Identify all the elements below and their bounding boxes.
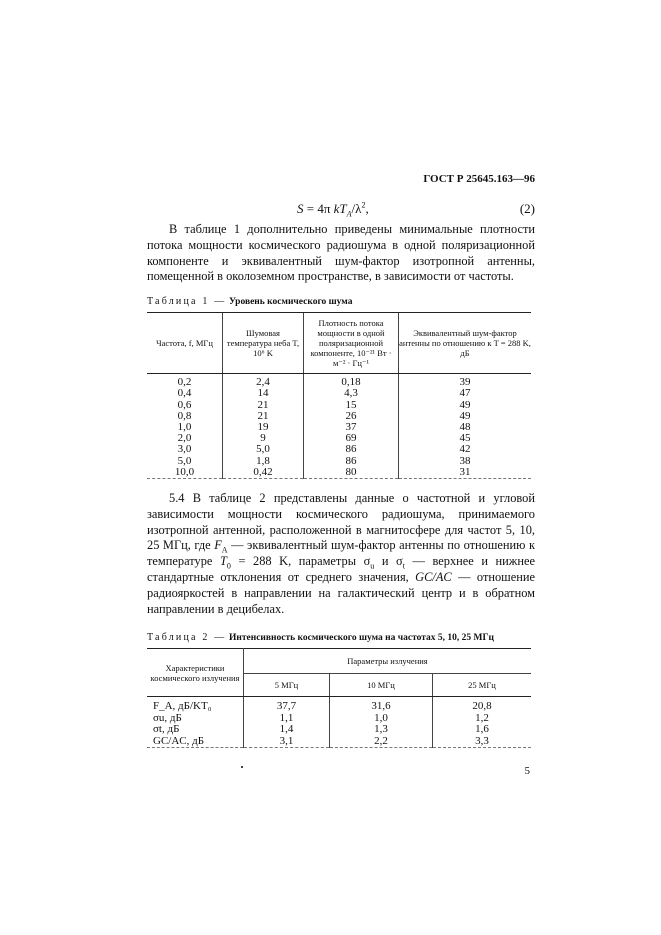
column-header: Параметры излучения [244,649,532,674]
table-cell: 1,1 [244,713,330,725]
table-row [147,388,531,399]
page-number: 5 [524,765,530,778]
table-cell: 2,0 [177,432,192,445]
table-cell: 49 [399,400,532,411]
table-cell: 1,3 [330,724,433,736]
table-cell: 69 [304,433,399,444]
table-cell: 1,0 [177,421,192,433]
scan-speck [241,766,243,768]
table-row [147,456,531,467]
column-header: 25 МГц [433,674,532,697]
table-cell: 86 [304,444,399,455]
table-cell: 1,8 [223,456,304,467]
table-cell: 0,8 [177,409,192,422]
table-cell: 37,7 [244,697,330,713]
table-cell: 37 [304,422,399,433]
table-cell: 49 [399,411,532,422]
table-row [147,697,531,713]
table-cell: 19 [223,422,304,433]
table-cell: 0,2 [177,376,192,389]
table-cell: 45 [399,433,532,444]
table-row [147,411,531,422]
table-header-row [147,313,531,374]
table-cell: 2,2 [330,736,433,748]
table-cell: 86 [304,456,399,467]
table-row [147,467,531,479]
table-row [147,713,531,725]
table-row [147,374,531,389]
paragraph-1: В таблице 1 дополнительно приведены минимальные плотности потока мощности космического радиошума в одной поляризационной компоненте и эквивалентный шум-фактор изотропной антенны, помещенной в околоземном пространстве, в зависимости от частоты. [147,222,535,284]
table-cell: 47 [399,388,532,399]
row-label: F_A, дБ/KT₀ [153,700,212,713]
table-cell: 10,0 [147,467,223,479]
table-cell: 31,6 [330,697,433,713]
table-cell: 1,0 [330,713,433,725]
column-header: 5 МГц [244,674,330,697]
table-row [147,444,531,455]
table-cell: 26 [304,411,399,422]
table-cell: 80 [304,467,399,479]
table-row [147,724,531,736]
table-cell: 1,2 [433,713,532,725]
table-cell: 4,3 [304,388,399,399]
column-header: 10 МГц [330,674,433,697]
row-label: GC/AC, дБ [147,736,244,748]
table-cell: 1,6 [433,724,532,736]
table-cell: 3,0 [177,443,192,456]
table-cell: 21 [223,400,304,411]
table-cell: 31 [399,467,532,479]
table-cell: 5,0 [177,454,192,467]
row-label: σt, дБ [153,723,180,736]
table-cell: 0,6 [177,398,192,411]
table-cell: 20,8 [433,697,532,713]
formula-number: (2) [519,201,535,216]
table2-caption: Таблица 2 — Интенсивность космического шума на частотах 5, 10, 25 МГц [147,632,495,644]
table-cell: 15 [304,400,399,411]
table-row [147,433,531,444]
table-row [147,736,531,748]
table-cell: 0,4 [177,387,192,400]
column-header: Частота, f, МГц [147,313,223,374]
table-cell: 5,0 [223,444,304,455]
table-cell: 0,18 [304,374,399,389]
column-header: Характеристики космического излучения [147,649,244,697]
page-content [147,172,535,778]
table-cell: 48 [399,422,532,433]
table-1 [147,312,531,479]
formula-2: S = 4π $kT_A/\lambda^2$, (2) [297,200,535,219]
table-cell: 14 [223,388,304,399]
table-cell: 21 [223,411,304,422]
table-row [147,422,531,433]
column-header: Плотность потока мощности в одной поляризационной компоненте, 10⁻²¹ Вт · м⁻² · Гц⁻¹ [304,313,399,374]
table-row [147,400,531,411]
document-header: ГОСТ Р 25645.163—96 [423,173,535,185]
table-2 [147,648,531,748]
column-header: Шумовая температура неба T, 10⁶ K [223,313,304,374]
table-cell: 39 [399,374,532,389]
table-cell: 3,1 [244,736,330,748]
table-cell: 38 [399,456,532,467]
table-cell: 0,42 [223,467,304,479]
table-cell: 2,4 [223,374,304,389]
table-cell: 42 [399,444,532,455]
table-cell: 1,4 [244,724,330,736]
table-cell: 3,3 [433,736,532,748]
table-cell: 9 [223,433,304,444]
paragraph-5-4: 5.4 В таблице 2 представлены данные о частотной и угловой зависимости мощности космического радиошума, принимаемого изотропной антенной, расположенной в магнитосфере для частот 5, 10, 25 МГц, где $F_A$ — эквивалентный шум-фактор антенны по отношению к температуре $T_0 = 288$ K, параметры $\sigma_u$ и $\sigma_t$ — верхнее и нижнее стандартные отклонения от среднего значения, GC/AC — отношение радиояркостей в направлении на галактический центр и в обратном направлении в децибелах. [147,491,535,616]
row-label: σu, дБ [153,711,182,724]
table1-caption: Таблица 1 — Уровень космического шума [147,296,353,308]
column-header: Эквивалентный шум-фактор антенны по отношению к T = 288 K, дБ [399,313,532,374]
